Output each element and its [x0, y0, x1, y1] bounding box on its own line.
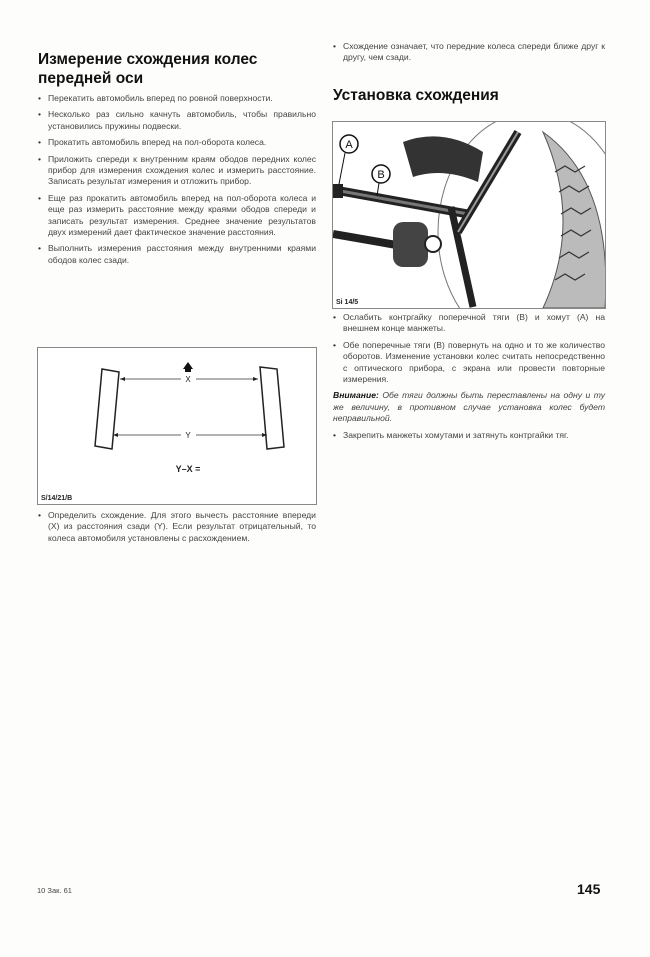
list-item: • Схождение означает, что передние колеса спереди ближе друг к другу, чем сзади. — [333, 41, 605, 64]
right-column — [333, 41, 605, 113]
final-steps-list — [333, 430, 605, 441]
right-wheel — [260, 367, 284, 449]
left-column — [38, 50, 316, 271]
callout-b-label: B — [377, 169, 385, 181]
toe-diagram — [38, 348, 316, 504]
list-item: • Закрепить манжеты хомутами и затянуть контргайки тяг. — [333, 430, 605, 441]
list-item: • Перекатить автомобиль вперед по ровной поверхности. — [38, 93, 316, 104]
formula-label: Y–X = — [175, 464, 201, 474]
locknut — [425, 236, 441, 252]
warning-text: Обе тяги должны быть переставлены на одну и ту же величину, в противном случае установка колес будет неправильной. — [333, 390, 605, 424]
section-title-toe-adjustment: Установка схождения — [333, 86, 499, 104]
tie-rod-illustration — [333, 122, 605, 308]
list-item: • Несколько раз сильно качнуть автомобиль, чтобы правильно установились пружины подвески. — [38, 109, 316, 132]
right-column-after-figure — [333, 312, 605, 446]
callout-a-leader — [339, 153, 345, 184]
suspension-arm — [403, 136, 483, 182]
y-label: Y — [185, 431, 191, 440]
list-item: • Прокатить автомобиль вперед на пол-оборота колеса. — [38, 137, 316, 148]
tie-rod-highlight — [335, 190, 468, 214]
list-item: • Ослабить контргайку поперечной тяги (B) и хомут (A) на внешнем конце манжеты. — [333, 312, 605, 335]
figure-ref: Si 14/5 — [336, 299, 359, 306]
x-label: X — [185, 375, 191, 384]
clamp-a — [333, 184, 343, 198]
list-item: • Обе поперечные тяги (B) повернуть на одно и то же количество оборотов. Изменение установки колес считать непосредственно с оптического прибора, с экрана или провести повторные измерения. — [333, 340, 605, 386]
boot — [393, 222, 428, 267]
list-item: • Еще раз прокатить автомобиль вперед на пол-оборота колеса и еще раз измерить расстояние между краями ободов спереди и записать результат измерения. Среднее значение результатов двух измерений дает фактическое значение расстояния. — [38, 193, 316, 239]
list-item: • Выполнить измерения расстояния между внутренними краями ободов колес сзади. — [38, 243, 316, 266]
x-arrowhead-right — [253, 377, 258, 381]
toe-determination-list — [38, 510, 316, 544]
forward-arrow-icon-stem — [185, 368, 191, 372]
tire — [543, 132, 605, 308]
measurement-steps-list — [38, 93, 316, 266]
x-arrowhead-left — [120, 377, 125, 381]
section-title-toe-measurement: Измерение схождения колес передней оси — [38, 51, 258, 87]
list-item: • Определить схождение. Для этого вычесть расстояние впереди (X) из расстояния сзади (Y). Если результат отрицательный, то колеса автомобиля установлены с расхождением. — [38, 510, 316, 544]
adjustment-steps-list — [333, 312, 605, 385]
tie-rod-adjustment-figure — [332, 121, 606, 309]
toe-definition-list — [333, 41, 605, 64]
forward-arrow-icon — [183, 362, 193, 369]
figure-ref: S/14/21/B — [41, 495, 73, 502]
page-number: 145 — [577, 881, 601, 897]
callout-a-label: A — [345, 139, 353, 151]
warning-note — [333, 390, 605, 424]
left-column-after-figure — [38, 510, 316, 549]
footer-print-mark: 10 Зак. 61 — [37, 886, 72, 895]
warning-label: Внимание: — [333, 390, 379, 401]
left-wheel — [95, 369, 119, 449]
list-item: • Приложить спереди к внутренним краям ободов передних колес прибор для измерения схождения колес и измерить расстояние. Записать результат измерения и отложить прибор. — [38, 154, 316, 188]
toe-diagram-figure — [37, 347, 317, 505]
